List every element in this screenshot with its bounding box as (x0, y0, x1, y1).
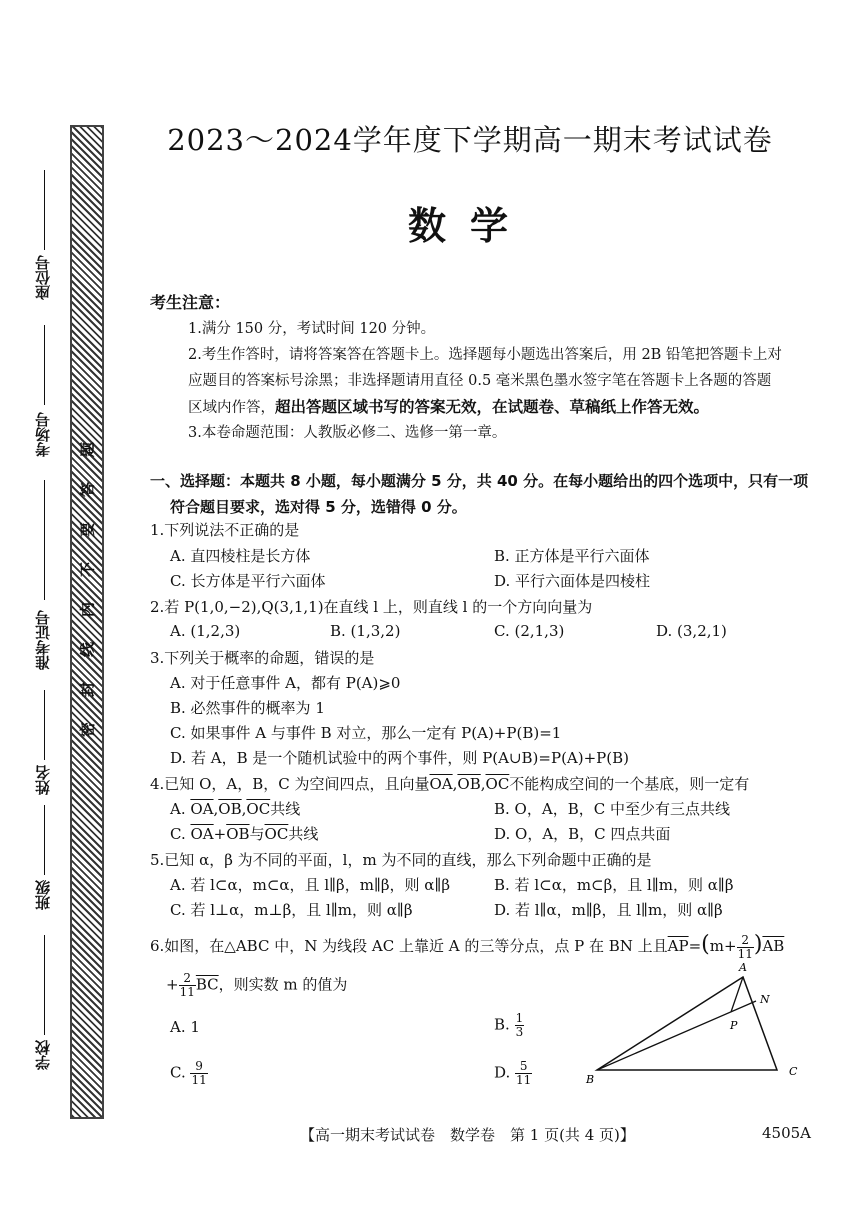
room-line (44, 325, 45, 405)
q4-c-pre: C. (170, 825, 191, 843)
q1-option-d: D. 平行六面体是四棱柱 (494, 572, 651, 590)
q2-option-b: B. (1,3,2) (330, 622, 401, 640)
q4-stem-post: 不能构成空间的一个基底，则一定有 (509, 775, 750, 793)
q4-c-post: 共线 (288, 825, 319, 843)
q6-plus: + (166, 975, 179, 994)
notice-heading: 考生注意： (150, 293, 231, 312)
q2-stem: 2.若 P(1,0,−2),Q(3,1,1)在直线 l 上，则直线 l 的一个方向向量为 (150, 598, 593, 616)
q1-option-b: B. 正方体是平行六面体 (494, 547, 650, 565)
ticket-label: 准考证号 (34, 610, 52, 670)
seat-line (44, 170, 45, 250)
q4-option-c: C. $\overline{OA}+\overline{OB}$与$\overline{OC}$共线 (170, 825, 319, 843)
room-label: 考场号 (34, 412, 52, 457)
q6-c-pre: C. (170, 1063, 191, 1082)
q3-option-b: B. 必然事件的概率为 1 (170, 699, 325, 717)
q6-eq: = (688, 937, 702, 955)
section-line-2: 符合题目要求，选对得 5 分，选错得 0 分。 (170, 498, 467, 516)
q3-option-a: A. 对于任意事件 A，都有 P(A)⩾0 (170, 674, 401, 692)
vector-oa: $\overline{OA}$ (190, 800, 214, 818)
notice-emphasis: 超出答题区域书写的答案无效，在试题卷、草稿纸上作答无效。 (275, 398, 710, 416)
q3-option-d: D. 若 A，B 是一个随机试验中的两个事件，则 P(A∪B)=P(A)+P(B) (170, 749, 629, 767)
q5-option-d: D. 若 l∥α，m∥β，且 l∥m，则 α∥β (494, 901, 723, 919)
q2-option-c: C. (2,1,3) (494, 622, 565, 640)
binding-warning-char: 不 (78, 562, 97, 578)
binding-warning-char: 要 (78, 522, 97, 538)
vector-bc: $\overline{BC}$ (195, 975, 219, 994)
q6-stem-line2 (166, 972, 347, 999)
q4-c-mid: 与 (249, 825, 265, 843)
vector-ob: $\overline{OB}$ (218, 800, 242, 818)
q6-option-d (494, 1060, 532, 1087)
q1-stem: 1.下列说法不正确的是 (150, 521, 300, 539)
q5-option-a: A. 若 l⊂α，m⊂α，且 l∥β，m∥β，则 α∥β (170, 876, 451, 894)
label-b: B (586, 1073, 595, 1085)
q4-stem-pre: 4.已知 O，A，B，C 为空间四点，且向量 (150, 775, 430, 793)
q5-option-b: B. 若 l⊂α，m⊂β，且 l∥m，则 α∥β (494, 876, 734, 894)
q1-option-c: C. 长方体是平行六面体 (170, 572, 326, 590)
section-heading (150, 468, 818, 520)
vector-oc: $\overline{OC}$ (264, 825, 289, 843)
binding-warning-char: 封 (78, 682, 97, 698)
binding-warning-char: 题 (78, 442, 97, 458)
label-a: A (739, 961, 747, 974)
seat-label: 座位号 (34, 255, 52, 300)
q3-option-c: C. 如果事件 A 与事件 B 对立，那么一定有 P(A)+P(B)=1 (170, 724, 562, 742)
q6-stem1: 6.如图，在△ABC 中，N 为线段 AC 上靠近 A 的三等分点，点 P 在 BN 上且 (150, 937, 668, 955)
q6-d-pre: D. (494, 1063, 516, 1082)
binding-warning (77, 440, 99, 760)
triangle-figure (580, 955, 810, 1085)
fraction-2-11: $\frac{2}{11}$ (179, 971, 195, 999)
q4-option-d: D. O，A，B，C 四点共面 (494, 825, 671, 843)
q6-tail: ，则实数 m 的值为 (218, 975, 348, 994)
vector-ap: $\overline{AP}$ (667, 937, 689, 955)
vector-oc: $\overline{OC}$ (485, 775, 510, 793)
vector-oa: $\overline{OA}$ (429, 775, 453, 793)
q6-m: m+ (709, 937, 737, 955)
segment-bn (597, 1001, 756, 1070)
q6-option-a: A. 1 (170, 1018, 200, 1036)
school-label: 学校 (34, 1040, 52, 1070)
q6-option-b (494, 1012, 524, 1039)
paper-code: 4505A (762, 1124, 812, 1142)
q4-stem: 4.已知 O，A，B，C 为空间四点，且向量$\overline{OA},\overline{OB},\overline{OC}$不能构成空间的一个基底，则一定有 (150, 775, 750, 793)
q6-option-c (170, 1060, 208, 1087)
label-n: N (760, 993, 770, 1006)
vector-oc: $\overline{OC}$ (246, 800, 271, 818)
vector-ab: $\overline{AB}$ (762, 937, 785, 955)
q4-a-pre: A. (170, 800, 191, 818)
vector-ob: $\overline{OB}$ (226, 825, 250, 843)
page-footer: 【高一期末考试试卷 数学卷 第 1 页(共 4 页)】 (300, 1126, 635, 1144)
notice-item-1: 1.满分 150 分，考试时间 120 分钟。 (188, 321, 436, 337)
q4-option-a: A. $\overline{OA},\overline{OB},\overline{OC}$共线 (170, 800, 301, 818)
vector-oa: $\overline{OA}$ (190, 825, 214, 843)
school-line (44, 935, 45, 1035)
q6-stem-line1: 6.如图，在△ABC 中，N 为线段 AC 上靠近 A 的三等分点，点 P 在 BN 上且$\overline{AP}=(m+$ $\frac{2}{11}$ )$\overline{AB}$ (150, 932, 785, 961)
q5-option-c: C. 若 l⊥α，m⊥β，且 l∥m，则 α∥β (170, 901, 413, 919)
notice-item-3: 3.本卷命题范围：人教版必修二、选修一第一章。 (188, 425, 507, 441)
name-label: 姓名 (34, 765, 52, 795)
fraction-2-11: $\frac{2}{11}$ (737, 932, 753, 961)
notice-item-2-tail: 区域内作答， (188, 400, 275, 416)
label-p: P (730, 1019, 738, 1032)
notice-item-2-end (188, 394, 818, 421)
q2-option-a: A. (1,2,3) (170, 622, 241, 640)
binding-warning-char: 内 (78, 602, 97, 618)
notice-item-2-cont: 应题目的答案标号涂黑；非选择题请用直径 0.5 毫米黑色墨水签字笔在答题卡上各题的答题 (188, 373, 772, 389)
fraction-1-3: $\frac{1}{3}$ (515, 1011, 524, 1039)
triangle-abc (597, 977, 777, 1070)
q1-option-a: A. 直四棱柱是长方体 (170, 547, 311, 565)
label-c: C (789, 1065, 798, 1078)
vector-ob: $\overline{OB}$ (457, 775, 481, 793)
q5-stem: 5.已知 α，β 为不同的平面，l，m 为不同的直线，那么下列命题中正确的是 (150, 851, 652, 869)
name-line (44, 690, 45, 760)
exam-title: 2023～2024学年度下学期高一期末考试试卷 (167, 123, 773, 157)
class-label: 班级 (34, 880, 52, 910)
notice-item-2: 2.考生作答时，请将答案答在答题卡上。选择题每小题选出答案后，用 2B 铅笔把答题卡上对 (188, 347, 782, 363)
q6-b-pre: B. (494, 1015, 515, 1034)
section-line-1: 一、选择题：本题共 8 小题，每小题满分 5 分，共 40 分。在每小题给出的四个选项中，只有一项 (150, 472, 809, 490)
q4-option-b: B. O，A，B，C 中至少有三点共线 (494, 800, 730, 818)
subject-title: 数学 (407, 204, 532, 248)
q2-option-d: D. (3,2,1) (656, 622, 727, 640)
binding-warning-char: 线 (78, 642, 97, 658)
q3-stem: 3.下列关于概率的命题，错误的是 (150, 649, 375, 667)
fraction-5-11: $\frac{5}{11}$ (516, 1059, 532, 1087)
q4-a-post: 共线 (270, 800, 301, 818)
binding-warning-char: 答 (78, 482, 97, 498)
class-line (44, 805, 45, 875)
fraction-9-11: $\frac{9}{11}$ (191, 1059, 207, 1087)
binding-warning-char: 密 (78, 722, 97, 738)
ticket-line (44, 480, 45, 600)
